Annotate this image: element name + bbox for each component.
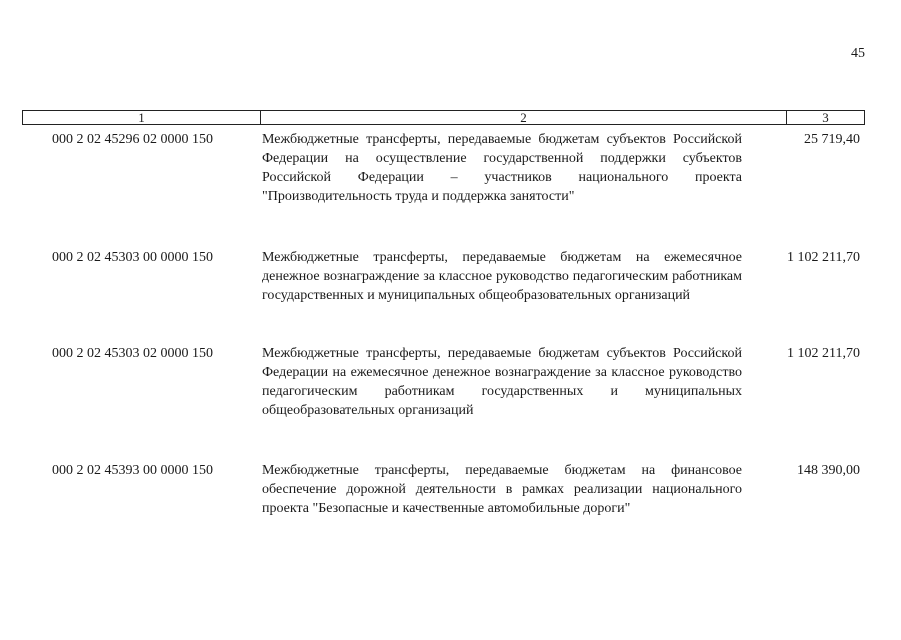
budget-code: 000 2 02 45303 00 0000 150 — [52, 250, 213, 265]
row-amount: 1 102 211,70 — [787, 346, 860, 361]
row-amount: 1 102 211,70 — [787, 250, 860, 265]
table-header-row — [22, 110, 865, 125]
row-description: Межбюджетные трансферты, передаваемые бюджетам на финансовое обеспечение дорожной деятельности в рамках реализации национального проекта "Безопасные и качественные автомобильные дороги" — [262, 463, 742, 516]
column-header-3: 3 — [822, 110, 829, 125]
budget-code: 000 2 02 45393 00 0000 150 — [52, 463, 213, 478]
budget-code: 000 2 02 45296 02 0000 150 — [52, 132, 213, 147]
column-header-1: 1 — [23, 111, 261, 124]
row-description: Межбюджетные трансферты, передаваемые бюджетам на ежемесячное денежное вознаграждение за классное руководство педагогическим работникам государственных и муниципальных общеобразовательных организаций — [262, 250, 742, 303]
budget-code: 000 2 02 45303 02 0000 150 — [52, 346, 213, 361]
row-description: Межбюджетные трансферты, передаваемые бюджетам субъектов Российской Федерации на осуществление государственной поддержки субъектов Российской Федерации – участников национального проекта "Производительность труда и поддержка занятости" — [262, 132, 742, 204]
column-header-2: 2 — [261, 111, 787, 124]
page-number: 45 — [851, 46, 865, 61]
row-description: Межбюджетные трансферты, передаваемые бюджетам субъектов Российской Федерации на ежемесячное денежное вознаграждение за классное руководство педагогическим работникам государственных и муниципальных общеобразовательных организаций — [262, 346, 742, 418]
row-amount: 25 719,40 — [804, 132, 860, 147]
row-amount: 148 390,00 — [797, 463, 860, 478]
